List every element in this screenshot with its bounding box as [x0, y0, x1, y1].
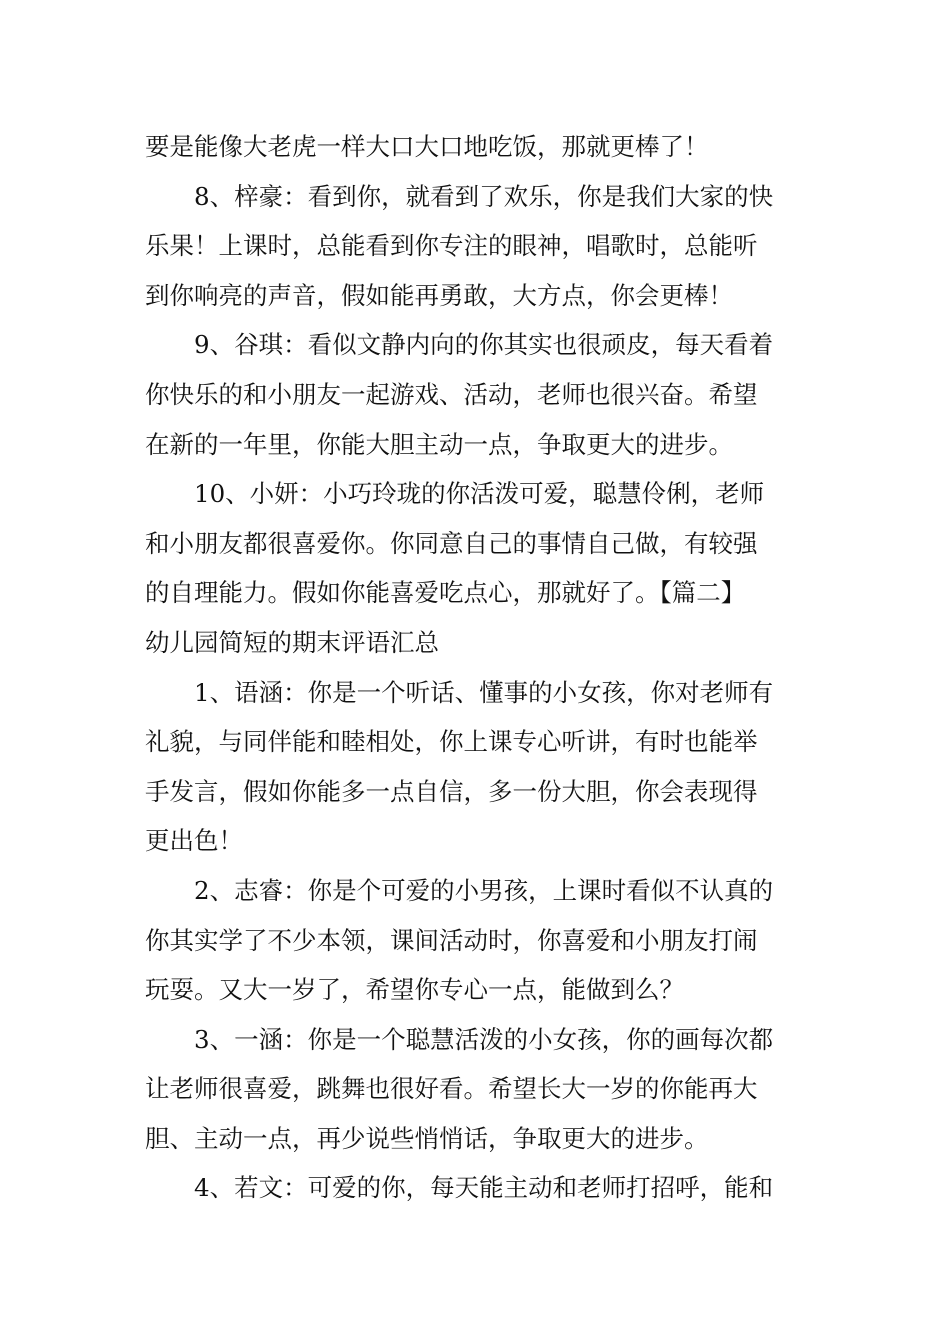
section-heading-line: 幼儿园简短的期末评语汇总	[145, 627, 439, 657]
text-line: 要是能像大老虎一样大口大口地吃饭，那就更棒了！	[145, 132, 709, 161]
text-line: 在新的一年里，你能大胆主动一点，争取更大的进步。	[145, 429, 733, 459]
text-line: 8、梓豪：看到你，就看到了欢乐，你是我们大家的快	[194, 181, 774, 211]
text-line: 让老师很喜爱，跳舞也很好看。希望长大一岁的你能再大	[145, 1074, 758, 1104]
text-line: 的自理能力。假如你能喜爱吃点心，那就好了。【篇二】	[145, 578, 746, 608]
text-line: 和小朋友都很喜爱你。你同意自己的事情自己做，有较强	[145, 528, 758, 558]
text-line: 9、谷琪：看似文静内向的你其实也很顽皮，每天看着	[194, 330, 774, 360]
text-line: 1、语涵：你是一个听话、懂事的小女孩，你对老师有	[194, 677, 774, 707]
text-line: 玩耍。又大一岁了，希望你专心一点，能做到么？	[145, 975, 684, 1005]
text-line: 礼貌，与同伴能和睦相处，你上课专心听讲，有时也能举	[145, 727, 758, 757]
text-line: 4、若文：可爱的你，每天能主动和老师打招呼，能和	[194, 1173, 774, 1203]
text-line: 手发言，假如你能多一点自信，多一份大胆，你会表现得	[145, 776, 758, 806]
text-line: 乐果！上课时，总能看到你专注的眼神，唱歌时，总能听	[145, 231, 758, 261]
text-line: 你其实学了不少本领，课间活动时，你喜爱和小朋友打闹	[145, 925, 758, 955]
text-line: 10、小妍：小巧玲珑的你活泼可爱，聪慧伶俐，老师	[194, 479, 765, 509]
document-body	[145, 122, 807, 1213]
text-line: 更出色！	[145, 826, 243, 856]
text-line: 3、一涵：你是一个聪慧活泼的小女孩，你的画每次都	[194, 1024, 774, 1054]
text-line: 到你响亮的声音，假如能再勇敢，大方点，你会更棒！	[145, 280, 733, 310]
text-line: 你快乐的和小朋友一起游戏、活动，老师也很兴奋。希望	[145, 379, 758, 409]
text-line: 胆、主动一点，再少说些悄悄话，争取更大的进步。	[145, 1123, 709, 1153]
text-line: 2、志睿：你是个可爱的小男孩，上课时看似不认真的	[194, 875, 774, 905]
